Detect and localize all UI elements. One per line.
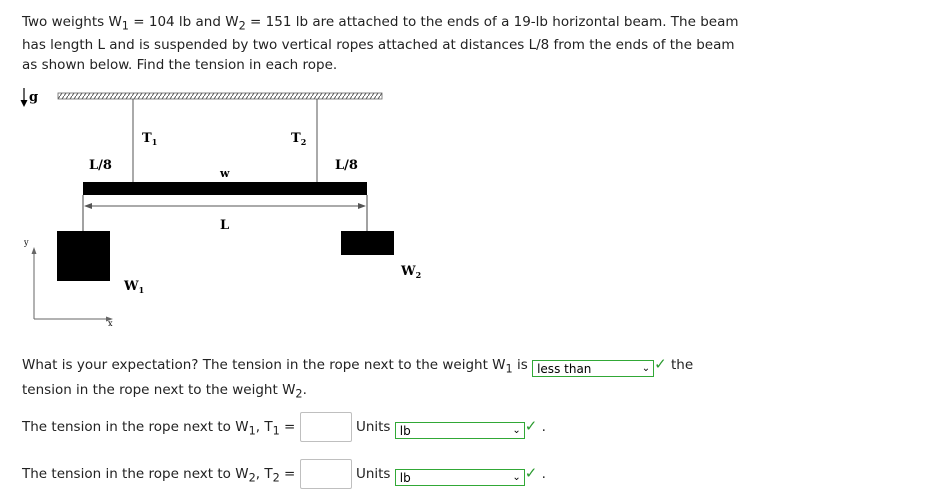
t2-units-select[interactable] — [395, 469, 525, 486]
comparison-select[interactable] — [532, 360, 654, 377]
units-label: Units — [355, 466, 391, 482]
question-text: = — [279, 466, 296, 482]
subscript: 2 — [248, 471, 256, 485]
units-label: Units — [355, 419, 391, 435]
question-text: The tension in the rope next to W — [22, 419, 249, 435]
length-label: L — [220, 218, 230, 233]
question-text: = — [279, 419, 296, 435]
subscript: 2 — [295, 387, 303, 401]
select-value: lb — [399, 471, 411, 485]
tension-label-1: $T_1$ — [142, 131, 158, 147]
chevron-down-icon: ⌄ — [512, 425, 521, 436]
beam-diagram — [0, 80, 420, 340]
check-icon: ✓ — [524, 464, 538, 482]
length-arrow — [84, 203, 366, 209]
gravity-arrow — [21, 88, 28, 107]
distance-label-left: L/8 — [89, 158, 112, 173]
weight-label-1: $W_1$ — [124, 279, 145, 295]
problem-text: Two weights W — [22, 14, 122, 30]
question-t1 — [22, 412, 546, 442]
t2-answer-input[interactable] — [300, 459, 352, 489]
question-expectation — [22, 354, 722, 404]
problem-text: = 151 lb are attached to the ends of a 19-lb horizontal beam. The beam has length L and is suspended by two vertical ropes attached at distances L/8 from the ends of the beam as shown below. Find the tension in each rope. — [22, 14, 739, 73]
question-text: , T — [255, 466, 273, 482]
tension-label-2: $T_2$ — [291, 131, 307, 147]
y-axis-label: y — [24, 238, 29, 247]
check-icon: ✓ — [654, 355, 667, 373]
t1-answer-input[interactable] — [300, 412, 352, 442]
t1-units-select[interactable] — [395, 422, 525, 439]
punctuation: . — [541, 419, 546, 435]
gravity-label: g — [29, 90, 39, 105]
beam-weight-label: w — [220, 167, 230, 180]
question-text: the — [666, 357, 694, 373]
question-text: tension in the rope next to the weight W — [22, 381, 296, 398]
question-t2 — [22, 459, 546, 489]
beam — [83, 182, 367, 195]
subscript: 1 — [505, 362, 513, 376]
subscript: 2 — [272, 471, 280, 485]
weight-label-2: $W_2$ — [401, 264, 422, 280]
check-icon: ✓ — [524, 417, 538, 435]
chevron-down-icon: ⌄ — [512, 472, 521, 483]
question-text: . — [302, 381, 307, 398]
chevron-down-icon: ⌄ — [641, 363, 651, 374]
question-text: The tension in the rope next to W — [22, 466, 249, 482]
weight-block-left — [57, 231, 110, 281]
subscript: 2 — [238, 19, 246, 33]
x-axis-label: x — [108, 319, 113, 328]
subscript: 1 — [248, 424, 256, 438]
question-text: is — [512, 357, 533, 373]
subscript: 1 — [272, 424, 280, 438]
punctuation: . — [541, 466, 546, 482]
question-text: , T — [255, 419, 273, 435]
select-value: lb — [399, 424, 411, 438]
subscript: 1 — [121, 19, 129, 33]
weight-block-right — [341, 231, 394, 255]
ceiling — [58, 93, 382, 99]
problem-text: = 104 lb and W — [128, 14, 239, 30]
select-value: less than — [537, 362, 592, 376]
problem-statement — [22, 13, 742, 75]
question-text: What is your expectation? The tension in the rope next to the weight W — [22, 357, 506, 373]
distance-label-right: L/8 — [335, 158, 358, 173]
